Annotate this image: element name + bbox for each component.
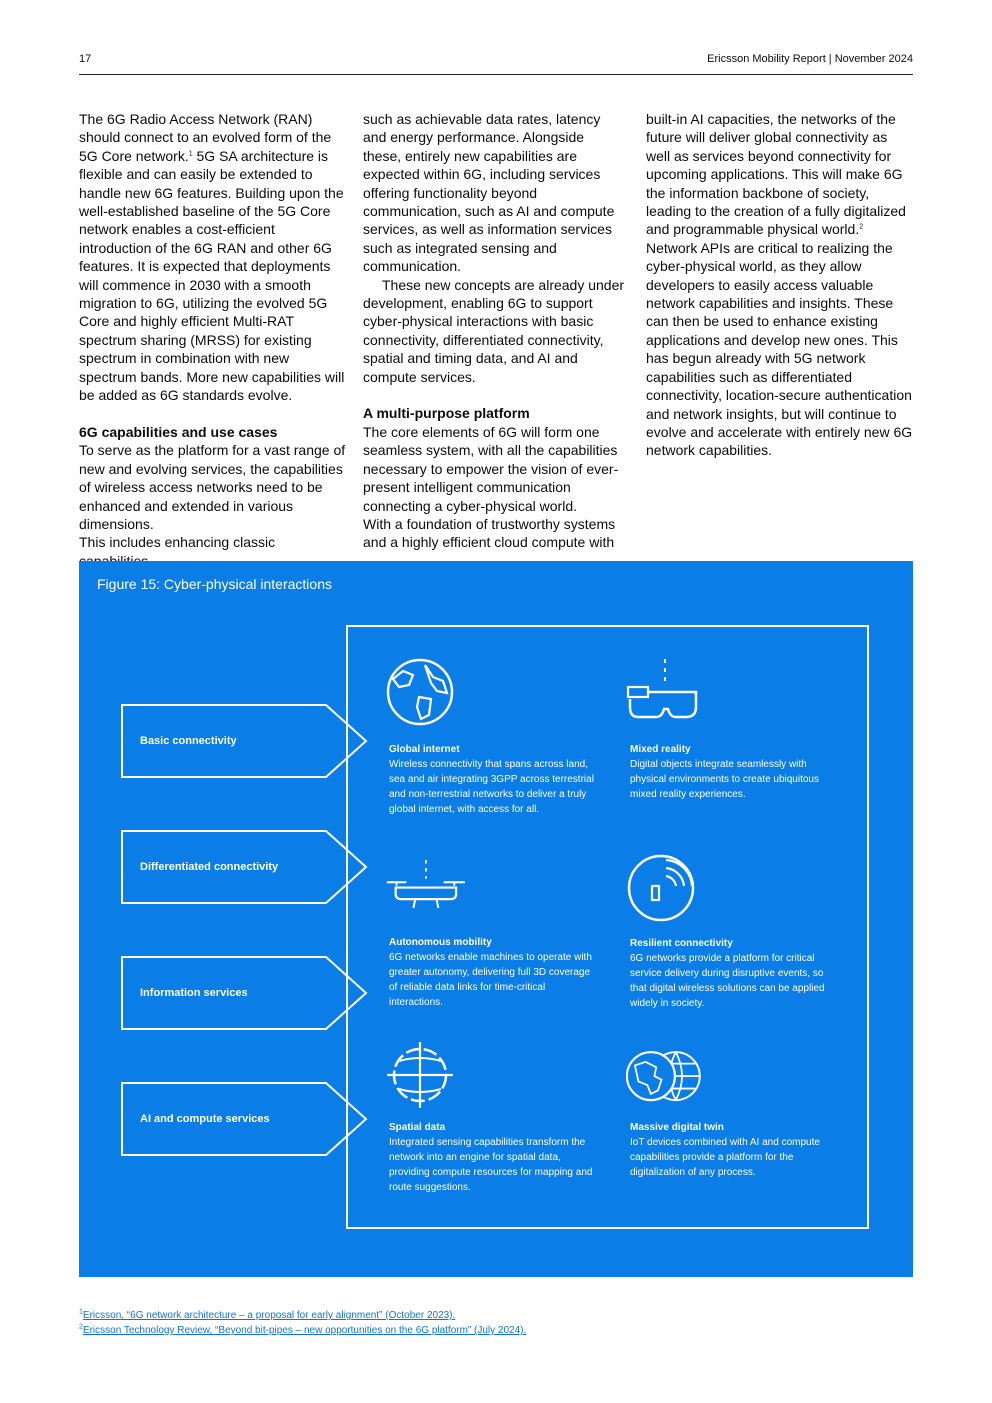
footnote-1[interactable]: $^1$Ericsson, “6G network architecture – a proposal for early alignment” (October 2023). xyxy=(79,1308,456,1321)
capability-arrow xyxy=(121,830,369,904)
globe-icon xyxy=(385,657,465,737)
spatial-crosshair-icon xyxy=(385,1041,465,1121)
capability-arrow xyxy=(121,704,369,778)
use-case-massive-digital-twin: Massive digital twin IoT devices combined with AI and compute capabilities provide a platform for the digitalization of any process. xyxy=(630,1122,820,1178)
footnotes xyxy=(79,1308,526,1338)
arrow-label: Information services xyxy=(140,987,248,999)
text-column-2 xyxy=(363,110,625,552)
use-case-spatial-data: Spatial data Integrated sensing capabilities transform the network into an engine for spatial data, providing compute resources for mapping and route suggestions. xyxy=(389,1122,593,1193)
page-header xyxy=(79,52,913,75)
section-heading: 6G capabilities and use cases xyxy=(79,423,278,440)
use-case-mixed-reality: Mixed reality Digital objects integrate seamlessly with physical environments to create ubiquitous mixed reality experiences. xyxy=(630,744,819,800)
paragraph: built-in AI capacities, the networks of the future will deliver global connectivity as well as services beyond connectivity for upcoming applications. This will make 6G the information backbone of society, leading to the creation of a fully digitalized and programmable physical world.$^2$ xyxy=(646,111,906,238)
twin-globe-icon xyxy=(626,1045,706,1125)
footnote-ref[interactable]: 2 xyxy=(859,223,864,231)
page-number: 17 xyxy=(79,53,92,65)
arrow-label: Basic connectivity xyxy=(140,735,237,747)
arrow-label: Differentiated connectivity xyxy=(140,861,279,873)
paragraph: Network APIs are critical to realizing the cyber-physical world, as they allow developers to easily access valuable network capabilities and insights. These can then be used to enhance existing applications and develop new ones. This has begun already with 5G network capabilities such as differentiated connectivity, location-secure authentication and network insights, but will continue to evolve and accelerate with entirely new 6G network capabilities. xyxy=(646,239,913,459)
paragraph: To serve as the platform for a vast range of new and evolving services, the capabilities of wireless access networks need to be enhanced and extended in various dimensions. xyxy=(79,442,346,532)
paragraph: This includes enhancing classic xyxy=(79,534,276,551)
section-heading: A multi-purpose platform xyxy=(363,405,530,422)
capability-arrow xyxy=(121,1082,369,1156)
text-column-3 xyxy=(646,110,914,460)
use-case-resilient-connectivity: Resilient connectivity 6G networks provide a platform for critical service delivery during disruptive events, so that digital wireless solutions can be applied widely in society. xyxy=(630,938,825,1009)
footnote-ref[interactable]: 1 xyxy=(188,150,193,158)
resilient-signal-icon xyxy=(626,852,706,932)
arrow-label: AI and compute services xyxy=(140,1113,270,1125)
text-column-1 xyxy=(79,110,349,570)
footnote-2[interactable]: $^2$Ericsson Technology Review, “Beyond bit-pipes – new opportunities on the 6G platform” (July 2024). xyxy=(79,1323,527,1336)
paragraph: With a foundation of trustworthy systems and a highly efficient cloud compute with xyxy=(363,515,616,551)
figure-cyber-physical xyxy=(79,561,913,1277)
paragraph: The 6G Radio Access Network (RAN) should connect to an evolved form of the 5G Core network.$^1$ 5G SA architecture is flexible and can easily be extended to handle new 6G features. Building upon the well-established baseline of the 5G Core network enables a cost-efficient introduction of the 6G RAN and other 6G features. It is expected that deployments will commence in 2030 with a smooth migration to 6G, utilizing the evolved 5G Core and highly efficient Multi-RAT spectrum sharing (MRSS) for existing spectrum in combination with new spectrum bands. More new capabilities will be added as 6G standards evolve. xyxy=(79,111,345,404)
use-case-autonomous-mobility: Autonomous mobility 6G networks enable machines to operate with greater autonomy, delivering full 3D coverage of reliable data links for time-critical interactions. xyxy=(389,937,592,1008)
capability-arrow xyxy=(121,956,369,1030)
paragraph: These new concepts are already under development, enabling 6G to support cyber-physical interactions with basic connectivity, differentiated connectivity, spatial and timing data, and AI and compute services. xyxy=(363,276,625,385)
mixed-reality-glasses-icon xyxy=(626,657,706,737)
drone-icon xyxy=(385,852,465,932)
use-case-global-internet: Global internet Wireless connectivity that spans across land, sea and air integrating 3GPP across terrestrial and non-terrestrial networks to deliver a truly global internet, with access for all. xyxy=(389,744,594,815)
paragraph: The core elements of 6G will form one seamless system, with all the capabilities necessary to empower the vision of ever-present intelligent communication connecting a cyber-physical world. xyxy=(363,423,619,514)
figure-title: Figure 15: Cyber-physical interactions xyxy=(97,576,332,592)
paragraph: such as achievable data rates, latency and energy performance. Alongside these, entirely new capabilities are expected within 6G, including services offering functionality beyond communication, such as AI and compute services, as well as information services such as integrated sensing and communication. xyxy=(363,111,615,275)
report-title: Ericsson Mobility Report | November 2024 xyxy=(707,53,913,65)
